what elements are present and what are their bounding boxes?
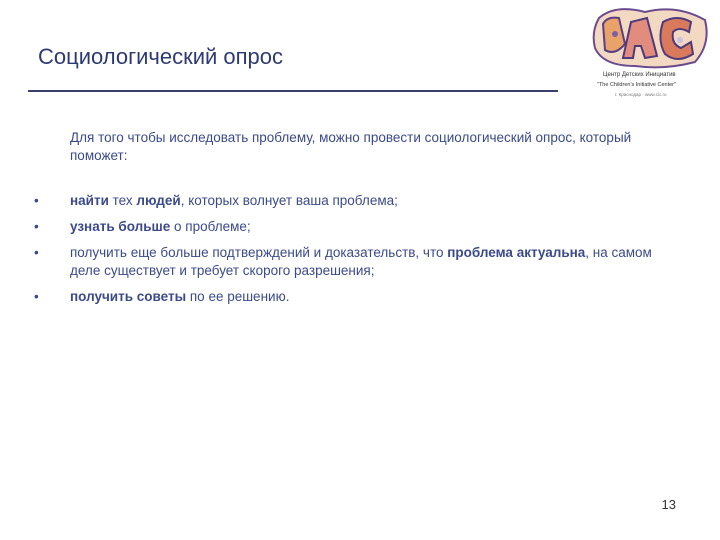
bullet-dot: • (34, 193, 39, 208)
logo-caption-2: "The Children's Initiative Center" (597, 82, 676, 88)
bold-text: людей (136, 193, 181, 208)
organization-logo (585, 4, 715, 110)
bold-text: узнать больше (70, 219, 171, 234)
bullet-dot: • (34, 289, 39, 304)
page-number: 13 (661, 497, 676, 512)
bullet-text: по ее решению. (186, 289, 290, 304)
bullet-dot: • (34, 245, 39, 260)
bold-text: получить советы (70, 289, 187, 304)
logo-caption-3: г. Краснодар · www.cic.ru (615, 92, 667, 97)
bullet-text: , которых волнует ваша проблема; (180, 193, 398, 208)
bullet-text: получить еще больше подтверждений и доказательств, что (70, 245, 448, 260)
bold-text: проблема актуальна (447, 245, 586, 260)
bullet-text: , на самом деле существует и требует скорого разрешения; (70, 245, 652, 278)
bullet-item (34, 192, 670, 210)
bullet-text: тех (108, 193, 137, 208)
intro-paragraph: Для того чтобы исследовать проблему, можно провести социологический опрос, который поможет: (70, 130, 632, 163)
bullet-item (34, 288, 670, 306)
bullet-list (34, 192, 670, 314)
bold-text: найти (70, 193, 109, 208)
title-divider (28, 90, 558, 92)
bullet-text: о проблеме; (170, 219, 251, 234)
bullet-item (34, 244, 670, 280)
bullet-dot: • (34, 219, 39, 234)
slide-title: Социологический опрос (38, 44, 284, 69)
bullet-item (34, 218, 670, 236)
logo-caption-1: Центр Детских Инициатив (603, 72, 676, 78)
